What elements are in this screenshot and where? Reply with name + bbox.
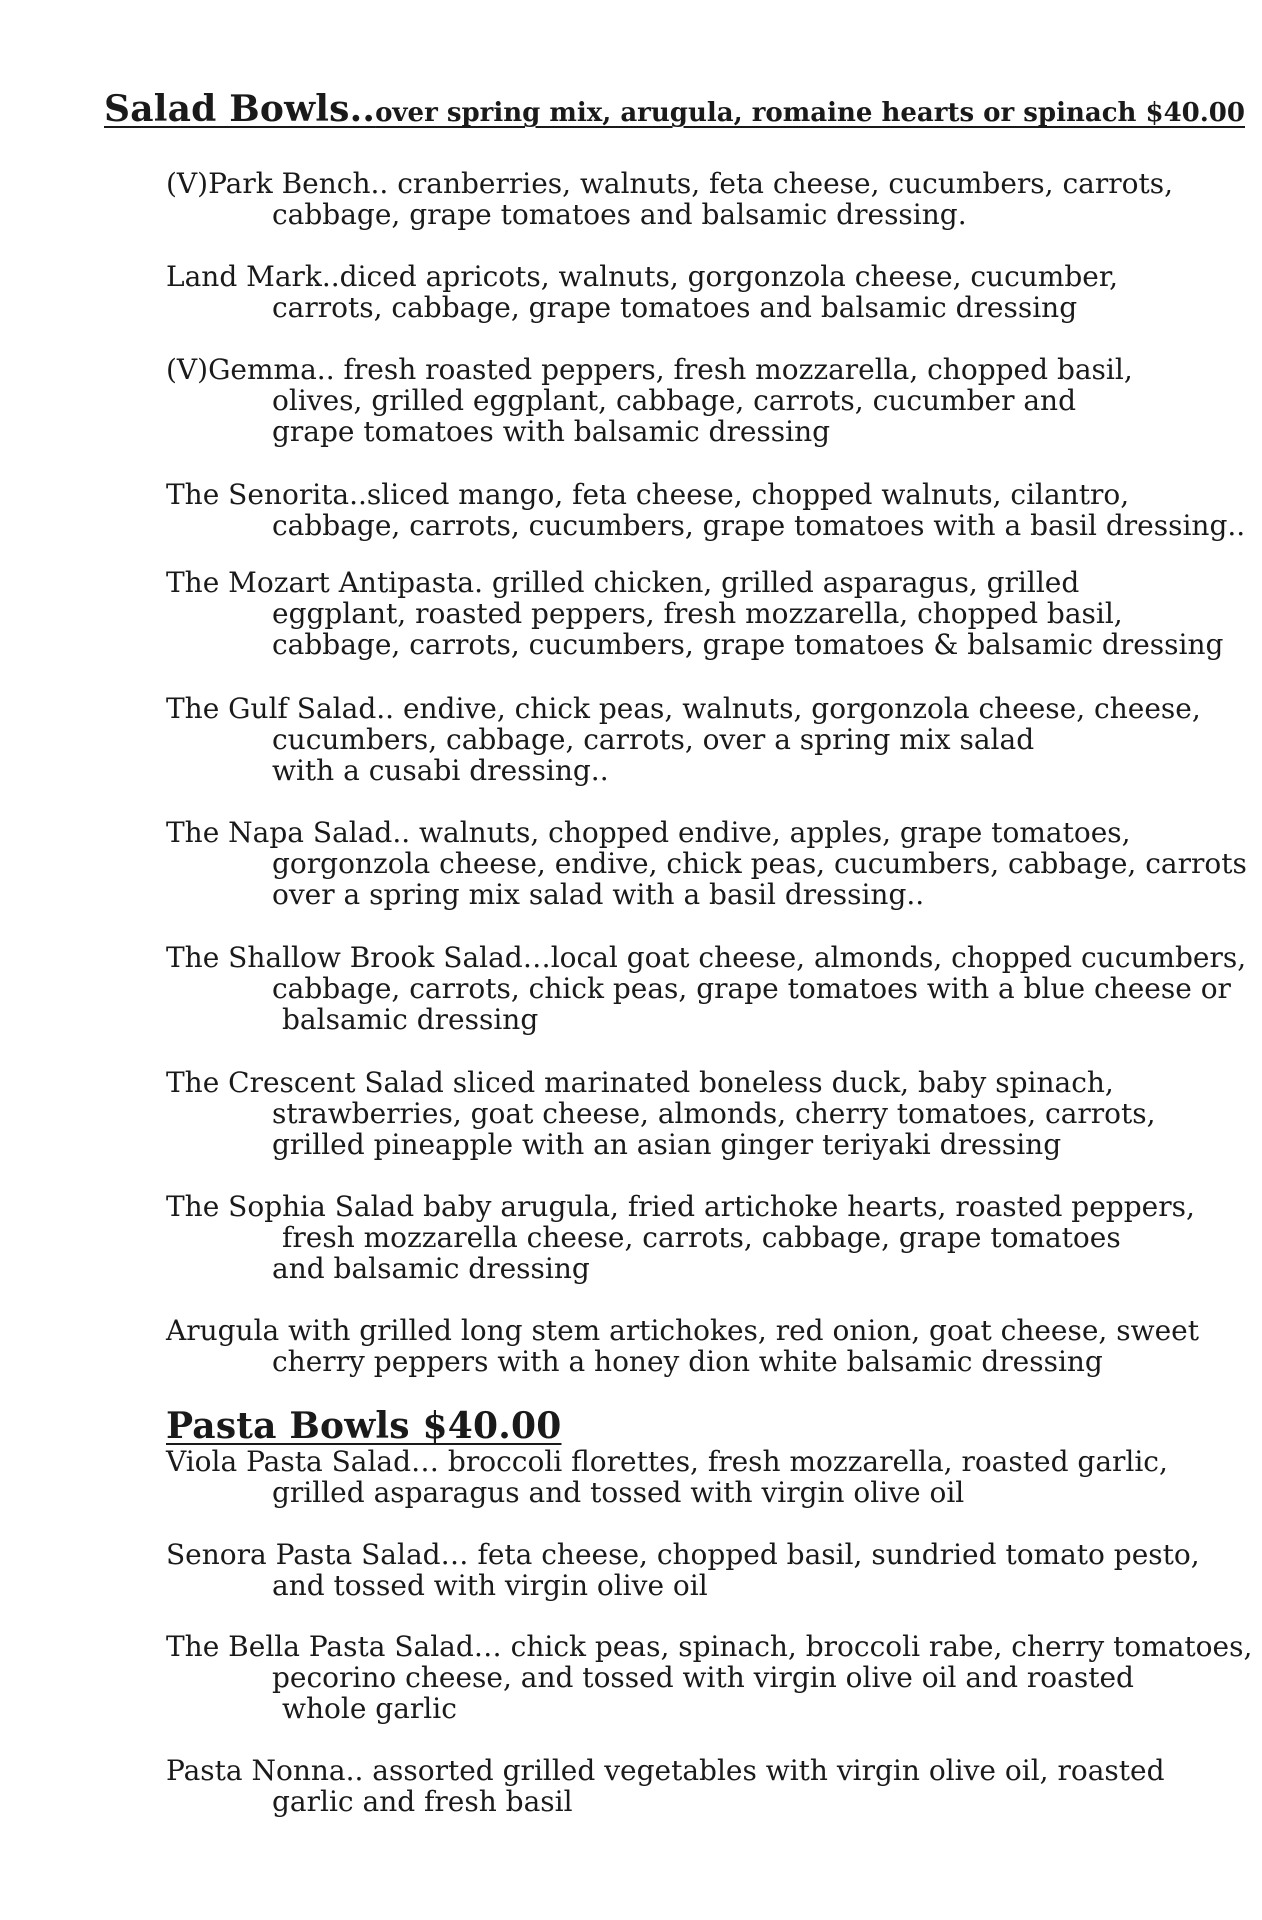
- item-line: cucumbers, cabbage, carrots, over a spring mix salad: [272, 723, 1035, 756]
- item-line: cabbage, grape tomatoes and balsamic dressing.: [272, 198, 967, 231]
- item-line: cherry peppers with a honey dion white balsamic dressing: [272, 1345, 1103, 1378]
- item-line: grape tomatoes with balsamic dressing: [272, 415, 831, 448]
- item-line: fresh mozzarella cheese, carrots, cabbage, grape tomatoes: [282, 1221, 1121, 1254]
- item-line: The Mozart Antipasta. grilled chicken, grilled asparagus, grilled: [166, 566, 1080, 599]
- pasta-item-viola: [166, 1446, 1168, 1508]
- item-line: cabbage, carrots, chick peas, grape tomatoes with a blue cheese or: [272, 972, 1231, 1005]
- salad-item-sophia-salad: [166, 1191, 1195, 1284]
- salad-item-shallow-brook: [166, 942, 1246, 1035]
- item-line: (V)Gemma.. fresh roasted peppers, fresh mozzarella, chopped basil,: [166, 353, 1133, 386]
- item-line: Land Mark..diced apricots, walnuts, gorgonzola cheese, cucumber,: [166, 260, 1119, 293]
- item-line: The Crescent Salad sliced marinated boneless duck, baby spinach,: [166, 1066, 1114, 1099]
- item-line: and balsamic dressing: [272, 1252, 590, 1285]
- salad-item-arugula: [166, 1315, 1199, 1377]
- pasta-item-nonna: [166, 1755, 1165, 1817]
- salad-item-crescent-salad: [166, 1067, 1156, 1160]
- item-line: pecorino cheese, and tossed with virgin olive oil and roasted: [272, 1661, 1134, 1694]
- item-line: The Gulf Salad.. endive, chick peas, walnuts, gorgonzola cheese, cheese,: [166, 692, 1201, 725]
- item-line: whole garlic: [282, 1692, 457, 1725]
- pasta-item-senora: [166, 1539, 1200, 1601]
- item-line: The Napa Salad.. walnuts, chopped endive, apples, grape tomatoes,: [166, 816, 1131, 849]
- pasta-bowls-heading: Pasta Bowls $40.00: [166, 1405, 562, 1447]
- salad-bowls-title: Salad Bowls..: [104, 88, 376, 130]
- salad-item-land-mark: [166, 261, 1118, 323]
- item-line: The Bella Pasta Salad… chick peas, spinach, broccoli rabe, cherry tomatoes,: [166, 1630, 1253, 1663]
- item-line: olives, grilled eggplant, cabbage, carrots, cucumber and: [272, 384, 1077, 417]
- salad-bowls-subtitle: over spring mix, arugula, romaine hearts or spinach $40.00: [375, 98, 1245, 128]
- item-line: Viola Pasta Salad… broccoli florettes, fresh mozzarella, roasted garlic,: [166, 1445, 1168, 1478]
- pasta-item-bella: [166, 1631, 1252, 1724]
- item-line: garlic and fresh basil: [272, 1785, 573, 1818]
- item-line: The Shallow Brook Salad…local goat cheese, almonds, chopped cucumbers,: [166, 941, 1247, 974]
- item-line: with a cusabi dressing..: [272, 754, 609, 787]
- salad-item-mozart-antipasta: [166, 567, 1223, 660]
- item-line: eggplant, roasted peppers, fresh mozzarella, chopped basil,: [272, 597, 1123, 630]
- item-line: over a spring mix salad with a basil dressing..: [272, 878, 925, 911]
- salad-item-senorita: [166, 479, 1245, 541]
- item-line: (V)Park Bench.. cranberries, walnuts, feta cheese, cucumbers, carrots,: [166, 167, 1173, 200]
- item-line: Arugula with grilled long stem artichokes, red onion, goat cheese, sweet: [166, 1314, 1199, 1347]
- salad-item-gulf-salad: [166, 693, 1201, 786]
- item-line: strawberries, goat cheese, almonds, cherry tomatoes, carrots,: [272, 1097, 1156, 1130]
- salad-item-gemma: [166, 354, 1133, 447]
- item-line: The Sophia Salad baby arugula, fried artichoke hearts, roasted peppers,: [166, 1190, 1195, 1223]
- salad-item-napa-salad: [166, 817, 1247, 910]
- item-line: and tossed with virgin olive oil: [272, 1569, 708, 1602]
- item-line: cabbage, carrots, cucumbers, grape tomatoes with a basil dressing..: [272, 509, 1246, 542]
- item-line: grilled pineapple with an asian ginger teriyaki dressing: [272, 1128, 1062, 1161]
- item-line: Pasta Nonna.. assorted grilled vegetables with virgin olive oil, roasted: [166, 1754, 1165, 1787]
- item-line: cabbage, carrots, cucumbers, grape tomatoes & balsamic dressing: [272, 628, 1224, 661]
- salad-item-park-bench: [166, 168, 1173, 230]
- item-line: Senora Pasta Salad… feta cheese, chopped basil, sundried tomato pesto,: [166, 1538, 1200, 1571]
- item-line: carrots, cabbage, grape tomatoes and balsamic dressing: [272, 291, 1078, 324]
- item-line: balsamic dressing: [282, 1003, 539, 1036]
- item-line: gorgonzola cheese, endive, chick peas, cucumbers, cabbage, carrots: [272, 847, 1247, 880]
- item-line: The Senorita..sliced mango, feta cheese, chopped walnuts, cilantro,: [166, 478, 1130, 511]
- salad-bowls-heading: [104, 88, 1245, 130]
- item-line: grilled asparagus and tossed with virgin olive oil: [272, 1476, 965, 1509]
